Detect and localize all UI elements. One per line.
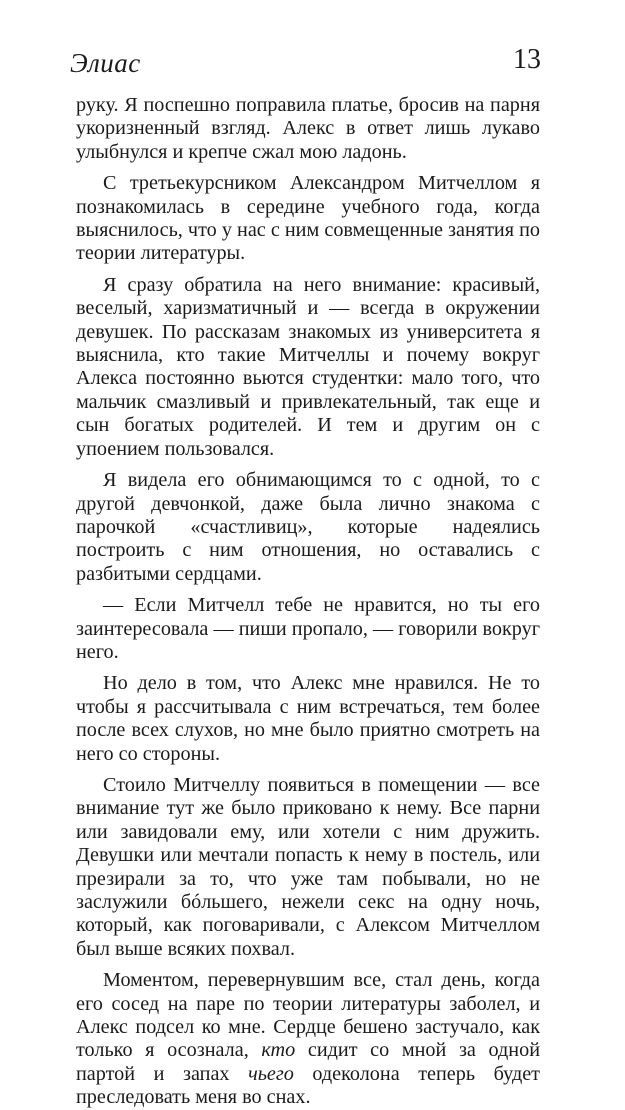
paragraph	[76, 94, 540, 164]
paragraph	[76, 469, 540, 586]
paragraph-text: — Если Митчелл тебе не нравится, но ты его заинтересовала — пиши пропало, — говорили вокруг него.	[76, 594, 540, 663]
paragraph	[76, 274, 540, 461]
italic-text: кто	[261, 1039, 296, 1062]
paragraph	[76, 672, 540, 766]
paragraph-text: С третьекурсником Александром Митчеллом я познакомилась в середине учебного года, когда выяснилось, что у нас с ним совмещенные занятия по теории литературы.	[76, 172, 540, 265]
paragraph	[76, 594, 540, 664]
paragraph-text: Но дело в том, что Алекс мне нравился. Не то чтобы я рассчитывала с ним встречаться, тем более после всех слухов, но мне было приятно смотреть на него со стороны.	[76, 672, 540, 765]
page-header	[70, 44, 541, 84]
paragraph-text: руку. Я поспешно поправила платье, бросив на парня укоризненный взгляд. Алекс в ответ лишь лукаво улыбнулся и крепче сжал мою ладонь.	[76, 94, 540, 163]
paragraph	[76, 172, 540, 266]
running-title: Элиас	[70, 48, 141, 78]
paragraph-text: Моментом, перевернувшим все, стал день, когда его сосед на паре по теории литературы заболел, и Алекс подсел ко мне. Сердце бешено застучало, как только я осознала,	[76, 969, 540, 1062]
paragraph-text: сидит со мной за одной партой и запах	[76, 1039, 540, 1085]
paragraph-text: Стоило Митчеллу появиться в помещении — все внимание тут же было приковано к нему. Все парни или завидовали ему, или хотели с ним дружить. Девушки или мечтали попасть к нему в постель, или презирали за то, что уже там побывали, но не заслужили бóльшего, нежели секс на одну ночь, который, как поговаривали, с Алексом Митчеллом был выше всяких похвал.	[76, 773, 540, 960]
paragraph-text: одеколона теперь будет преследовать меня во снах.	[76, 1062, 540, 1109]
paragraph	[76, 969, 540, 1109]
paragraph	[76, 774, 540, 961]
paragraph-text: Я видела его обнимающимся то с одной, то с другой девчонкой, даже была лично знакома с парочкой «счастливиц», которые надеялись построить с ним отношения, но оставались с разбитыми сердцами.	[76, 469, 540, 585]
body-text	[76, 94, 540, 1110]
italic-text: чьего	[248, 1062, 294, 1085]
page-number: 13	[513, 44, 541, 75]
paragraph-text: Я сразу обратила на него внимание: красивый, веселый, харизматичный и — всегда в окружении девушек. По рассказам знакомых из университета я выяснила, кто такие Митчеллы и почему вокруг Алекса постоянно вьются студентки: мало того, что мальчик смазливый и привлекательный, так еще и сын богатых родителей. И тем и другим он с упоением пользовался.	[76, 273, 540, 460]
